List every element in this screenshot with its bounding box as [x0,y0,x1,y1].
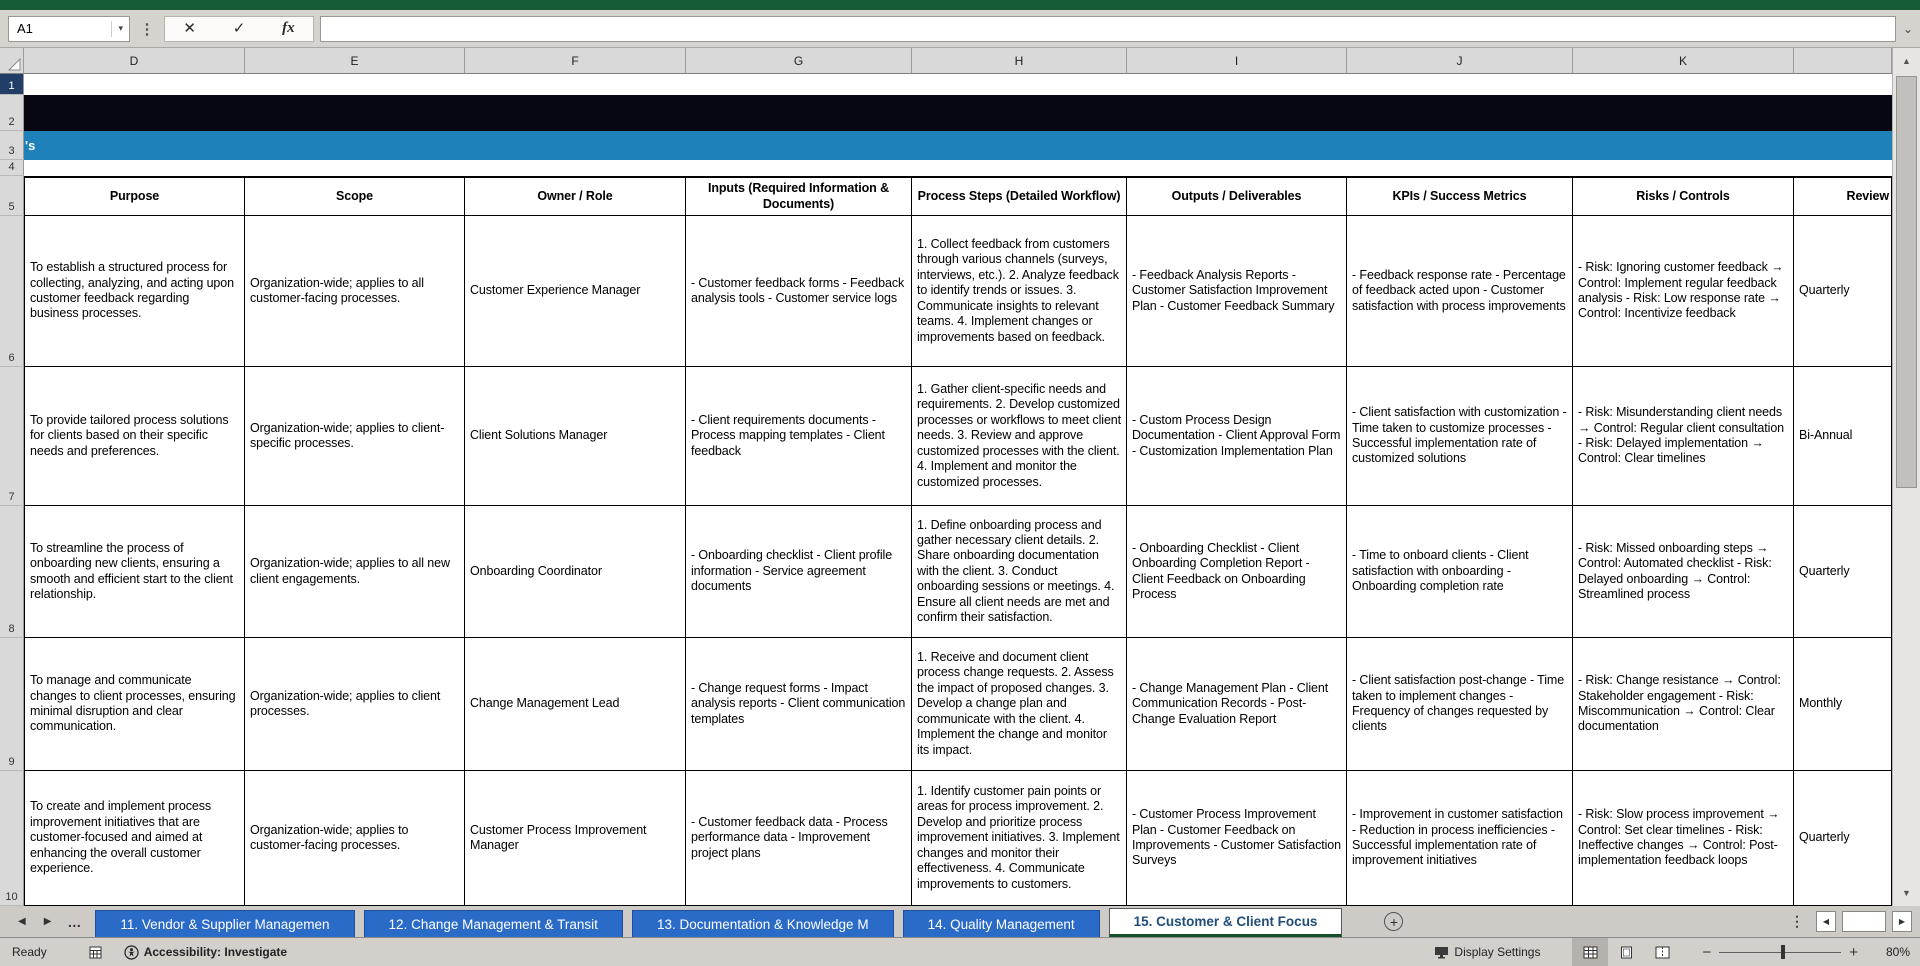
column-header-j[interactable]: J [1347,48,1573,74]
sheet-tab-bar [0,906,1920,937]
row-header-2[interactable]: 2 [0,95,24,131]
cell-owner[interactable]: Client Solutions Manager [465,367,686,506]
cell-risks[interactable]: - Risk: Slow process improvement → Control: Set clear timelines - Risk: Ineffective changes → Control: Post-implementation feedback loops [1573,771,1794,906]
insert-function-icon[interactable]: fx [282,20,295,36]
row-header-7[interactable]: 7 [0,367,24,506]
name-box-value: A1 [17,21,33,36]
zoom-slider[interactable] [1719,938,1841,966]
header-process-steps[interactable]: Process Steps (Detailed Workflow) [912,176,1127,216]
header-review[interactable]: Review [1794,176,1892,216]
sheet-tab-change-management[interactable]: 12. Change Management & Transit [364,910,623,937]
header-kpis[interactable]: KPIs / Success Metrics [1347,176,1573,216]
cell-steps[interactable]: 1. Identify customer pain points or areas for process improvement. 2. Develop and prioritize process improvement initiatives. 3. Implement changes and monitor their effectiveness. 4. Communicate improvements to customers. [912,771,1127,906]
table-row [0,367,1892,506]
title-band-dark[interactable] [24,95,1892,131]
select-all-corner[interactable] [0,48,24,74]
row-header-5[interactable]: 5 [0,176,24,216]
cell-risks[interactable]: - Risk: Missed onboarding steps → Control: Automated checklist - Risk: Delayed onboarding → Control: Streamlined process [1573,506,1794,638]
status-bar [0,937,1920,966]
cell-inputs[interactable]: - Onboarding checklist - Client profile information - Service agreement documents [686,506,912,638]
table-row [0,638,1892,771]
cell-inputs[interactable]: - Change request forms - Impact analysis reports - Client communication templates [686,638,912,771]
cell-purpose[interactable]: To create and implement process improvement initiatives that are customer-focused and aimed at enhancing the overall customer experience. [24,771,245,906]
accessibility-person-icon [124,945,139,960]
scroll-down-icon[interactable]: ▼ [1893,880,1920,906]
display-settings-button[interactable] [1434,945,1540,959]
macro-record-icon[interactable] [89,946,102,959]
normal-view-icon [1583,946,1598,959]
cell-owner[interactable]: Customer Experience Manager [465,216,686,367]
row-header-9[interactable]: 9 [0,638,24,771]
tab-bar-right-controls [1790,911,1912,932]
cell-outputs[interactable]: - Feedback Analysis Reports - Customer Satisfaction Improvement Plan - Customer Feedback Summary [1127,216,1347,367]
view-shortcuts [1572,938,1680,966]
cell-outputs[interactable]: - Change Management Plan - Client Communication Records - Post-Change Evaluation Report [1127,638,1347,771]
cell-purpose[interactable]: To provide tailored process solutions for clients based on their specific needs and preferences. [24,367,245,506]
enter-icon[interactable]: ✓ [232,20,246,37]
cell-steps[interactable]: 1. Collect feedback from customers through various channels (surveys, interviews, etc.). 2. Analyze feedback to identify trends or issues. 3. Communicate insights to relevant teams. 4. Implement changes or improvements based on feedback. [912,216,1127,367]
column-header-f[interactable]: F [465,48,686,74]
cell-kpis[interactable]: - Client satisfaction post-change - Time taken to implement changes - Frequency of changes requested by clients [1347,638,1573,771]
accessibility-status[interactable] [124,945,287,960]
cell-scope[interactable]: Organization-wide; applies to all new client engagements. [245,506,465,638]
column-header-k[interactable]: K [1573,48,1794,74]
tab-bar-kebab-icon[interactable]: ⋮ [1790,913,1804,929]
hscroll-left-icon[interactable]: ◀ [1816,911,1836,932]
row-2 [0,95,1892,131]
page-layout-view-button[interactable] [1608,938,1644,966]
cell-risks[interactable]: - Risk: Change resistance → Control: Stakeholder engagement - Risk: Miscommunication → Control: Clear documentation [1573,638,1794,771]
row-1 [0,74,1892,95]
page-break-preview-button[interactable] [1644,938,1680,966]
row-header-4[interactable]: 4 [0,160,24,176]
status-bar-right [1434,938,1910,966]
table-row [0,216,1892,367]
sheet-tabs [95,906,1342,937]
header-inputs[interactable]: Inputs (Required Information & Documents) [686,176,912,216]
header-outputs[interactable]: Outputs / Deliverables [1127,176,1347,216]
header-scope[interactable]: Scope [245,176,465,216]
cell-steps[interactable]: 1. Define onboarding process and gather necessary client details. 2. Share onboarding documentation with the client. 3. Conduct onboarding sessions or meetings. 4. Ensure all client needs are met and confirm their satisfaction. [912,506,1127,638]
zoom-level[interactable]: 80% [1885,945,1910,959]
cell-inputs[interactable]: - Customer feedback data - Process performance data - Improvement project plans [686,771,912,906]
sheet-tab-quality-management[interactable]: 14. Quality Management [903,910,1100,937]
formula-bar-kebab-icon: ⋮ [139,20,155,38]
display-settings-label: Display Settings [1454,945,1541,959]
cell-kpis[interactable]: - Feedback response rate - Percentage of feedback acted upon - Customer satisfaction with process improvements [1347,216,1573,367]
cell-steps[interactable]: 1. Gather client-specific needs and requirements. 2. Develop customized processes or workflows to meet client needs. 3. Review and approve customized processes with the client. 4. Implement and monitor the customized processes. [912,367,1127,506]
row-header-3[interactable]: 3 [0,131,24,160]
tab-scroll-left-icon[interactable]: ◀ [18,916,26,927]
cell-scope[interactable]: Organization-wide; applies to client processes. [245,638,465,771]
table-row [0,506,1892,638]
row-header-6[interactable]: 6 [0,216,24,367]
cell-review[interactable]: Quarterly [1794,771,1892,906]
cell-outputs[interactable]: - Custom Process Design Documentation - Client Approval Form - Customization Implementation Plan [1127,367,1347,506]
cell-steps[interactable]: 1. Receive and document client process change requests. 2. Assess the impact of proposed changes. 3. Develop a change plan and communicate with the client. 4. Implement the change and monitor its impact. [912,638,1127,771]
column-header-d[interactable]: D [24,48,245,74]
zoom-slider-thumb[interactable] [1781,945,1785,959]
hscroll-right-icon[interactable]: ▶ [1892,911,1912,932]
select-all-triangle-icon [8,58,21,71]
formula-bar-input[interactable] [320,16,1896,42]
column-header-e[interactable]: E [245,48,465,74]
cell-owner[interactable]: Change Management Lead [465,638,686,771]
cell-purpose[interactable]: To manage and communicate changes to client processes, ensuring minimal disruption and clear communication. [24,638,245,771]
cell-owner[interactable]: Customer Process Improvement Manager [465,771,686,906]
vertical-scrollbar[interactable] [1892,48,1920,906]
cell-purpose[interactable]: To streamline the process of onboarding new clients, ensuring a smooth and efficient start to the client relationship. [24,506,245,638]
formula-bar-expand-icon[interactable]: ⌄ [1902,21,1914,36]
cell-review[interactable]: Bi-Annual [1794,367,1892,506]
cell-review[interactable]: Quarterly [1794,506,1892,638]
cell-outputs[interactable]: - Customer Process Improvement Plan - Customer Feedback on Improvements - Customer Satisfaction Surveys [1127,771,1347,906]
column-header-row [0,48,1892,74]
sheet-tab-customer-client-focus[interactable]: 15. Customer & Client Focus [1109,908,1343,937]
accessibility-status-label: Accessibility: Investigate [143,945,288,959]
display-settings-icon [1434,946,1449,959]
name-box-dropdown-icon[interactable]: ▾ [111,21,129,37]
subtitle-band-blue[interactable] [24,131,1892,160]
cell-risks[interactable]: - Risk: Misunderstanding client needs → Control: Regular client consultation - Risk: Delayed implementation → Control: Clear timelines [1573,367,1794,506]
cell-risks[interactable]: - Risk: Ignoring customer feedback → Control: Implement regular feedback analysis - Risk: Low response rate → Control: Incentivize feedback [1573,216,1794,367]
vertical-scrollbar-thumb[interactable] [1896,76,1917,488]
header-owner-role[interactable]: Owner / Role [465,176,686,216]
name-box[interactable] [8,16,130,42]
row-3 [0,131,1892,160]
cell-outputs[interactable]: - Onboarding Checklist - Client Onboarding Completion Report - Client Feedback on Onboarding Process [1127,506,1347,638]
tab-scroll-right-icon[interactable]: ▶ [43,916,52,927]
window-title-strip [0,0,1920,10]
cell-scope[interactable]: Organization-wide; applies to customer-facing processes. [245,771,465,906]
cell-scope[interactable]: Organization-wide; applies to client-specific processes. [245,367,465,506]
sheet-tab-vendor-supplier[interactable]: 11. Vendor & Supplier Managemen [95,910,354,937]
table-row [0,771,1892,906]
row-1-cells[interactable] [24,74,1892,95]
row-4-cells[interactable] [24,160,1892,176]
sheet-tab-documentation[interactable]: 13. Documentation & Knowledge M [632,910,894,937]
cell-purpose[interactable]: To establish a structured process for collecting, analyzing, and acting upon customer feedback regarding business processes. [24,216,245,367]
new-sheet-icon[interactable]: + [1384,912,1403,931]
row-header-8[interactable]: 8 [0,506,24,638]
row-header-10[interactable]: 10 [0,771,24,906]
ready-status: Ready [12,945,47,959]
cell-review[interactable]: Monthly [1794,638,1892,771]
row-header-1[interactable]: 1 [0,74,24,95]
worksheet-grid [0,48,1892,906]
formula-bar-row [0,10,1920,48]
cell-kpis[interactable]: - Improvement in customer satisfaction - Reduction in process inefficiencies - Successful implementation rate of improvement initiatives [1347,771,1573,906]
column-header-g[interactable]: G [686,48,912,74]
horizontal-scrollbar-thumb[interactable] [1842,911,1886,932]
zoom-slider-track [1719,952,1841,954]
cell-review[interactable]: Quarterly [1794,216,1892,367]
zoom-in-icon[interactable]: + [1849,943,1858,961]
table-header-row [0,176,1892,216]
subtitle-band-text: 's [25,138,36,153]
row-4 [0,160,1892,176]
tab-more-ellipsis[interactable]: … [67,913,82,930]
cell-scope[interactable]: Organization-wide; applies to all customer-facing processes. [245,216,465,367]
page-break-preview-icon [1655,946,1670,959]
cell-kpis[interactable]: - Client satisfaction with customization - Time taken to customize processes - Successful implementation rate of customized solutions [1347,367,1573,506]
header-risks[interactable]: Risks / Controls [1573,176,1794,216]
normal-view-button[interactable] [1572,938,1608,966]
cancel-icon[interactable]: ✕ [183,20,196,37]
page-layout-view-icon [1619,946,1634,959]
scroll-up-icon[interactable]: ▲ [1893,48,1920,74]
cell-kpis[interactable]: - Time to onboard clients - Client satisfaction with onboarding - Onboarding completion rate [1347,506,1573,638]
formula-button-group [164,16,314,42]
zoom-out-icon[interactable]: − [1702,943,1712,961]
column-header-i[interactable]: I [1127,48,1347,74]
column-header-l-partial[interactable] [1794,48,1892,74]
column-header-h[interactable]: H [912,48,1127,74]
cell-inputs[interactable]: - Client requirements documents - Process mapping templates - Client feedback [686,367,912,506]
cell-inputs[interactable]: - Customer feedback forms - Feedback analysis tools - Customer service logs [686,216,912,367]
cell-owner[interactable]: Onboarding Coordinator [465,506,686,638]
header-purpose[interactable]: Purpose [24,176,245,216]
